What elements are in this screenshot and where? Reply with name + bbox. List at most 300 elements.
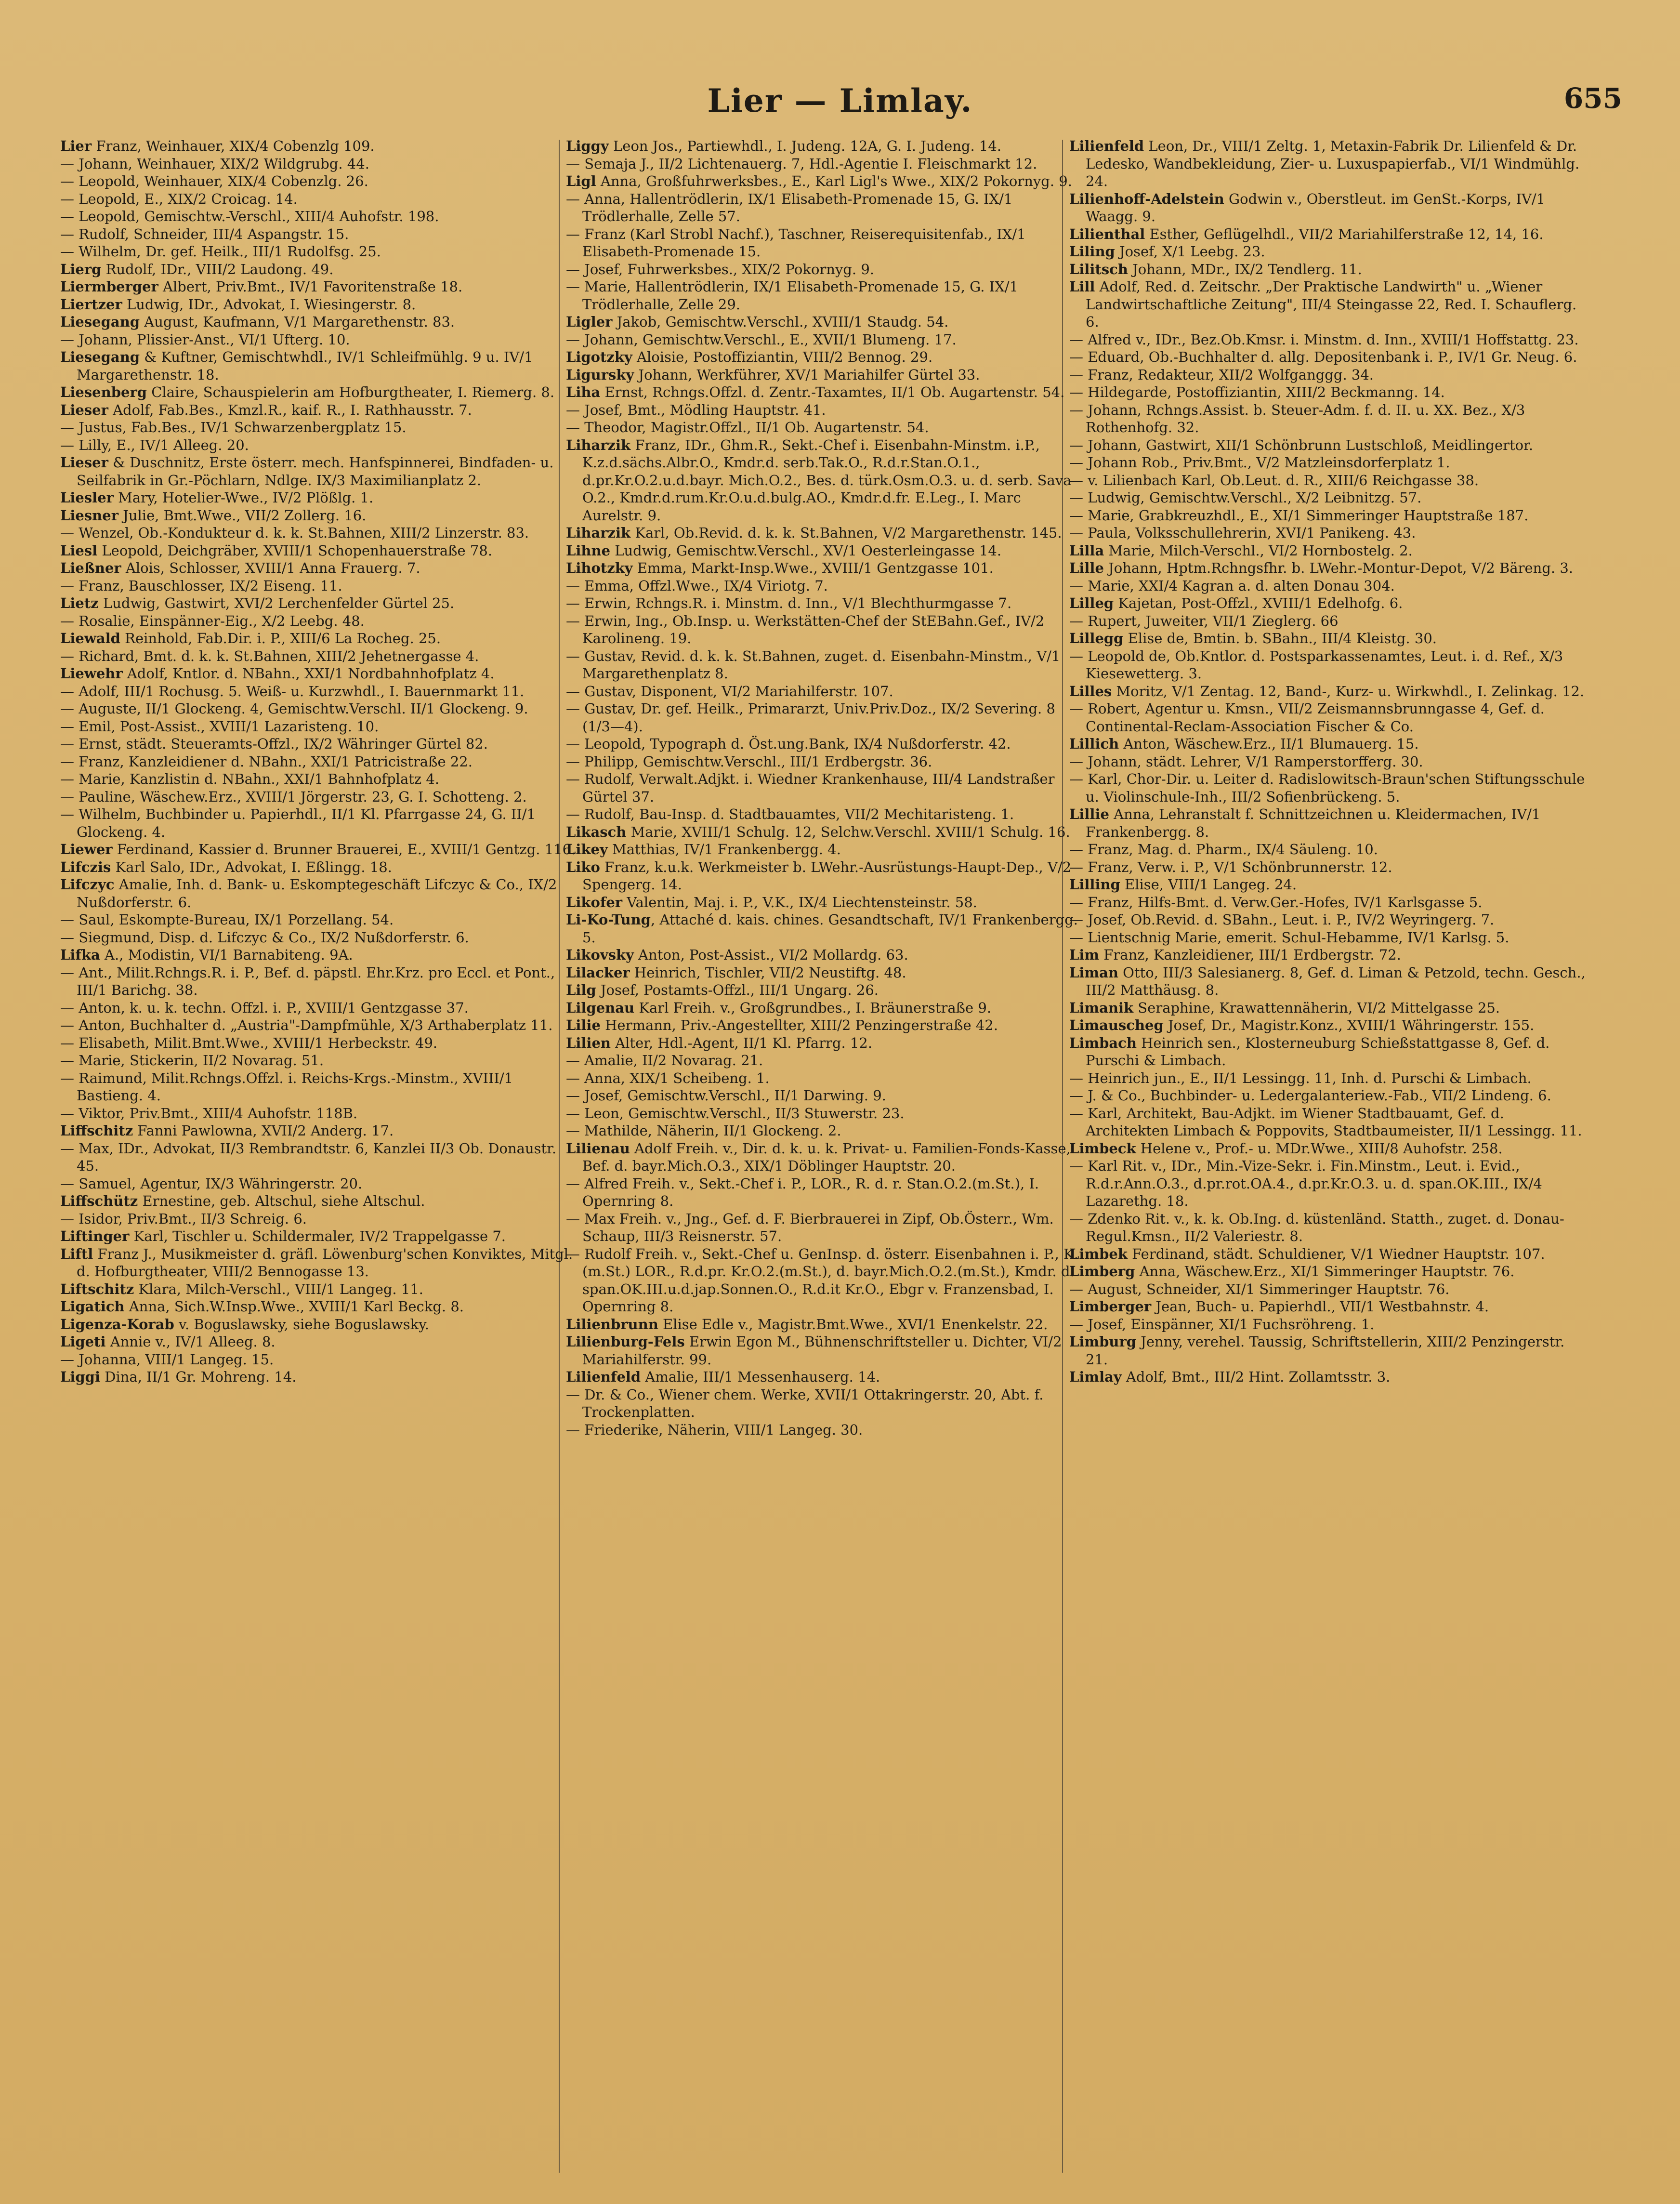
entry-details: Moritz, V/1 Zentag. 12, Band-, Kurz- u. Wirkwhdl., I. Zelinkag. 12.: [1112, 683, 1585, 699]
directory-entry: [1069, 559, 1587, 577]
column-1: [60, 137, 578, 2185]
directory-entry: [60, 331, 578, 349]
directory-entry: [60, 577, 578, 595]
entry-details: — Ant., Milit.Rchngs.R. i. P., Bef. d. päpstl. Ehr.Krz. pro Eccl. et Pont., III/1 Barichg. 38.: [60, 964, 555, 998]
page-title: Lier — Limlay.: [707, 82, 973, 119]
directory-entry: [1069, 1140, 1587, 1158]
entry-details: — Franz, Mag. d. Pharm., IX/4 Säuleng. 10.: [1069, 841, 1378, 858]
entry-details: — Franz, Redakteur, XII/2 Wolfganggg. 34.: [1069, 366, 1374, 383]
directory-entry: [1069, 489, 1587, 507]
directory-entry: [1069, 472, 1587, 489]
directory-entry: [1069, 1016, 1587, 1034]
entry-details: — v. Lilienbach Karl, Ob.Leut. d. R., XIII/6 Reichgasse 38.: [1069, 472, 1479, 488]
entry-details: — Adolf, III/1 Rochusg. 5. Weiß- u. Kurzwhdl., I. Bauernmarkt 11.: [60, 683, 525, 699]
directory-entry: [566, 577, 1084, 595]
directory-entry: [566, 1333, 1084, 1368]
entry-surname: Lilacker: [566, 964, 630, 981]
directory-entry: [566, 700, 1084, 735]
directory-entry: [1069, 1333, 1587, 1368]
entry-details: — Leopold, Gemischtw.-Verschl., XIII/4 Auhofstr. 198.: [60, 208, 439, 224]
directory-entry: [60, 559, 578, 577]
entry-surname: Lifka: [60, 947, 100, 963]
directory-entry: [1069, 383, 1587, 401]
entry-details: — Karl Rit. v., IDr., Min.-Vize-Sekr. i. Fin.Minstm., Leut. i. Evid., R.d.r.Ann.O.3., d.pr.rot.OA.4., d.pr.Kr.O.3. u. d. span.OK.III., IX/4 Lazarethg. 18.: [1069, 1158, 1542, 1209]
entry-details: — Leopold, Typograph d. Öst.ung.Bank, IX/4 Nußdorferstr. 42.: [566, 736, 1011, 752]
entry-details: Franz J., Musikmeister d. gräfl. Löwenburg'schen Konviktes, Mitgl. d. Hofburgtheater, VIII/2 Bennogasse 13.: [77, 1245, 573, 1280]
entry-details: Helene v., Prof.- u. MDr.Wwe., XIII/8 Auhofstr. 258.: [1136, 1140, 1503, 1157]
entry-details: Marie, Milch-Verschl., VI/2 Hornbostelg. 2.: [1104, 542, 1413, 559]
directory-entry: [60, 1016, 578, 1034]
directory-entry: [60, 137, 578, 155]
entry-details: Adolf, Kntlor. d. NBahn., XXI/1 Nordbahnhofplatz 4.: [122, 665, 495, 682]
entry-surname: Liharzik: [566, 436, 631, 453]
entry-surname: Ligenza-Korab: [60, 1316, 174, 1333]
entry-details: — Philipp, Gemischtw.Verschl., III/1 Erdbergstr. 36.: [566, 753, 932, 770]
directory-entry: [1069, 841, 1587, 858]
entry-details: — Ernst, städt. Steueramts-Offzl., IX/2 Währinger Gürtel 82.: [60, 736, 488, 752]
entry-details: — Johann, Rchngs.Assist. b. Steuer-Adm. f. d. II. u. XX. Bez., X/3 Rothenhofg. 32.: [1069, 401, 1525, 436]
directory-entry: [566, 313, 1084, 331]
directory-entry: [1069, 700, 1587, 735]
directory-entry: [60, 753, 578, 771]
directory-entry: [566, 155, 1084, 173]
entry-surname: Lihne: [566, 542, 611, 559]
entry-details: — Pauline, Wäschew.Erz., XVIII/1 Jörgerstr. 23, G. I. Schotteng. 2.: [60, 788, 527, 805]
entry-surname: Lilienfeld: [566, 1369, 641, 1385]
entry-details: — Emma, Offzl.Wwe., IX/4 Viriotg. 7.: [566, 577, 828, 594]
entry-details: — Elisabeth, Milit.Bmt.Wwe., XVIII/1 Herbeckstr. 49.: [60, 1034, 438, 1051]
page-header: [58, 82, 1622, 135]
entry-details: Johann, MDr., IX/2 Tendlerg. 11.: [1128, 261, 1362, 277]
entry-details: — Alfred v., IDr., Bez.Ob.Kmsr. i. Minstm. d. Inn., XVIII/1 Hoffstattg. 23.: [1069, 331, 1579, 348]
directory-entry: [60, 208, 578, 225]
entry-details: — Rudolf, Schneider, III/4 Aspangstr. 15.: [60, 225, 349, 242]
entry-details: Adolf, Red. d. Zeitschr. „Der Praktische Landwirth" u. „Wiener Landwirtschaftliche Zeitung", III/4 Steingasse 22, Red. I. Schauflerg. 6.: [1086, 278, 1577, 330]
directory-entry: [1069, 1210, 1587, 1245]
entry-details: Ludwig, Gemischtw.Verschl., XV/1 Oesterleingasse 14.: [610, 542, 1002, 559]
entry-details: Ernst, Rchngs.Offzl. d. Zentr.-Taxamtes, II/1 Ob. Augartenstr. 54.: [600, 384, 1065, 400]
entry-details: — Johann Rob., Priv.Bmt., V/2 Matzleinsdorferplatz 1.: [1069, 454, 1450, 471]
directory-entry: [1069, 894, 1587, 911]
entry-surname: Li-Ko-Tung: [566, 911, 651, 928]
directory-entry: [1069, 243, 1587, 261]
directory-entry: [60, 296, 578, 314]
entry-details: — Rosalie, Einspänner-Eig., X/2 Leebg. 48.: [60, 612, 365, 629]
entry-details: Marie, XVIII/1 Schulg. 12, Selchw.Verschl. XVIII/1 Schulg. 16.: [626, 823, 1070, 840]
entry-surname: Lill: [1069, 278, 1095, 295]
entry-details: — Marie, Kanzlistin d. NBahn., XXI/1 Bahnhofplatz 4.: [60, 771, 440, 787]
entry-details: Albert, Priv.Bmt., IV/1 Favoritenstraße 18.: [158, 278, 463, 295]
directory-entry: [60, 1227, 578, 1245]
entry-surname: Likovsky: [566, 947, 634, 963]
entry-details: Klara, Milch-Verschl., VIII/1 Langeg. 11.: [134, 1280, 423, 1297]
entry-surname: Liesner: [60, 507, 118, 524]
directory-entry: [566, 1421, 1084, 1439]
entry-details: — Erwin, Rchngs.R. i. Minstm. d. Inn., V/1 Blechthurmgasse 7.: [566, 595, 1012, 611]
directory-entry: [566, 858, 1084, 894]
entry-details: Aloisie, Postoffiziantin, VIII/2 Bennog. 29.: [632, 349, 933, 365]
entry-surname: Lier: [60, 138, 92, 154]
entry-surname: Lilienfeld: [1069, 138, 1144, 154]
entry-details: — Ludwig, Gemischtw.Verschl., X/2 Leibnitzg. 57.: [1069, 489, 1422, 506]
entry-surname: Lillich: [1069, 736, 1119, 752]
entry-details: — Mathilde, Näherin, II/1 Glockeng. 2.: [566, 1122, 841, 1139]
entry-details: — Johann, Gemischtw.Verschl., E., XVII/1 Blumeng. 17.: [566, 331, 957, 348]
directory-entry: [60, 1298, 578, 1316]
directory-entry: [1069, 225, 1587, 243]
entry-details: — Josef, Fuhrwerksbes., XIX/2 Pokornyg. 9.: [566, 261, 874, 277]
entry-details: Esther, Geflügelhdl., VII/2 Mariahilferstraße 12, 14, 16.: [1145, 225, 1544, 242]
entry-details: — Franz, Hilfs-Bmt. d. Verw.Ger.-Hofes, IV/1 Karlsgasse 5.: [1069, 894, 1483, 911]
entry-details: Anna, Wäschew.Erz., XI/1 Simmeringer Hauptstr. 76.: [1135, 1263, 1515, 1280]
entry-details: Karl Freih. v., Großgrundbes., I. Bräunerstraße 9.: [634, 999, 992, 1016]
entry-details: Kajetan, Post-Offzl., XVIII/1 Edelhofg. 6.: [1114, 595, 1403, 611]
entry-details: Adolf Freih. v., Dir. d. k. u. k. Privat- u. Familien-Fonds-Kasse, Bef. d. bayr.Mich.O.3., XIX/1 Döblinger Hauptstr. 20.: [582, 1140, 1071, 1174]
entry-details: Heinrich, Tischler, VII/2 Neustiftg. 48.: [630, 964, 906, 981]
entry-details: — Johann, Gastwirt, XII/1 Schönbrunn Lustschloß, Meidlingertor.: [1069, 436, 1534, 453]
directory-entry: [566, 823, 1084, 841]
entry-details: — Max, IDr., Advokat, II/3 Rembrandtstr. 6, Kanzlei II/3 Ob. Donaustr. 45.: [60, 1140, 557, 1174]
entry-surname: Liftinger: [60, 1228, 130, 1244]
entry-details: Fanni Pawlowna, XVII/2 Anderg. 17.: [133, 1122, 394, 1139]
entry-details: — Karl, Architekt, Bau-Adjkt. im Wiener Stadtbauamt, Gef. d. Architekten Limbach & Poppovits, Stadtbaumeister, II/1 Lessingg. 11.: [1069, 1105, 1582, 1139]
entry-details: — Theodor, Magistr.Offzl., II/1 Ob. Augartenstr. 54.: [566, 419, 929, 436]
directory-entry: [566, 1368, 1084, 1386]
directory-entry: [1069, 1368, 1587, 1386]
entry-details: A., Modistin, VI/1 Barnabiteng. 9A.: [100, 947, 353, 963]
entry-surname: Lihotzky: [566, 560, 633, 576]
entry-details: Ernestine, geb. Altschul, siehe Altschul.: [138, 1193, 425, 1209]
entry-surname: Lilie: [566, 1017, 601, 1033]
entry-details: — Paula, Volksschullehrerin, XVI/1 Panikeng. 43.: [1069, 525, 1416, 541]
directory-entry: [566, 419, 1084, 436]
entry-surname: Liewehr: [60, 665, 123, 682]
directory-entry: [60, 419, 578, 436]
entry-surname: Limbach: [1069, 1034, 1137, 1051]
directory-entry: [566, 735, 1084, 753]
directory-entry: [1069, 278, 1587, 331]
entry-details: — Wenzel, Ob.-Kondukteur d. k. k. St.Bahnen, XIII/2 Linzerstr. 83.: [60, 525, 529, 541]
entry-details: Leon Jos., Partiewhdl., I. Judeng. 12A, G. I. Judeng. 14.: [608, 138, 1002, 154]
directory-entry: [60, 243, 578, 261]
directory-entry: [60, 1316, 578, 1333]
directory-entry: [60, 1280, 578, 1298]
directory-entry: [566, 1386, 1084, 1421]
entry-surname: Lilla: [1069, 542, 1104, 559]
entry-details: Godwin v., Oberstleut. im GenSt.-Korps, IV/1 Waagg. 9.: [1086, 190, 1546, 224]
directory-entry: [1069, 1316, 1587, 1333]
entry-details: Alter, Hdl.-Agent, II/1 Kl. Pfarrg. 12.: [610, 1034, 873, 1051]
directory-entry: [566, 753, 1084, 771]
entry-surname: Lille: [1069, 560, 1104, 576]
entry-surname: Limberg: [1069, 1263, 1135, 1280]
directory-entry: [566, 770, 1084, 805]
directory-entry: [566, 401, 1084, 419]
directory-entry: [566, 1245, 1084, 1316]
entry-details: Anton, Post-Assist., VI/2 Mollardg. 63.: [633, 947, 908, 963]
entry-details: — Amalie, II/2 Novarag. 21.: [566, 1052, 763, 1069]
entry-details: — Rudolf, Bau-Insp. d. Stadtbauamtes, VII/2 Mechitaristeng. 1.: [566, 806, 1014, 822]
entry-surname: Liesegang: [60, 314, 140, 330]
column-2: [566, 137, 1084, 2185]
entry-details: Hermann, Priv.-Angestellter, XIII/2 Penzingerstraße 42.: [600, 1017, 998, 1033]
entry-details: Leon, Dr., VIII/1 Zeltg. 1, Metaxin-Fabrik Dr. Lilienfeld & Dr. Ledesko, Wandbekleidung, Zier- u. Luxuspapierfab., VI/1 Windmühlg. 24.: [1086, 138, 1580, 189]
entry-surname: Liggy: [566, 138, 609, 154]
directory-entry: [566, 1069, 1084, 1087]
entry-surname: Ligl: [566, 173, 596, 189]
directory-entry: [1069, 929, 1587, 947]
entry-details: — Heinrich jun., E., II/1 Lessingg. 11, Inh. d. Purschi & Limbach.: [1069, 1069, 1532, 1086]
directory-entry: [1069, 911, 1587, 929]
directory-entry: [1069, 735, 1587, 753]
entry-surname: Limburg: [1069, 1333, 1137, 1350]
entry-details: Elise, VIII/1 Langeg. 24.: [1120, 876, 1297, 893]
entry-details: — August, Schneider, XI/1 Simmeringer Hauptstr. 76.: [1069, 1280, 1450, 1297]
directory-entry: [1069, 876, 1587, 894]
entry-details: Anna, Lehranstalt f. Schnittzeichnen u. Kleidermachen, IV/1 Frankenbergg. 8.: [1086, 806, 1541, 840]
entry-details: Franz, IDr., Ghm.R., Sekt.-Chef i. Eisenbahn-Minstm. i.P., K.z.d.sächs.Albr.O., Kmdr.d. serb.Tak.O., R.d.r.Stan.O.1., d.pr.Kr.O.2.u.d.bayr. Mich.O.2., Bes. d. türk.Osm.O.3. u. d. serb. Sava-O.2., Kmdr.d.rum.Kr.O.u.d.bulg.AO., Kmdr.d.fr. E.Leg., I. Marc Aurelstr. 9.: [582, 436, 1076, 524]
entry-details: — Hildegarde, Postoffiziantin, XIII/2 Beckmanng. 14.: [1069, 384, 1445, 400]
directory-entry: [1069, 1298, 1587, 1316]
entry-details: Rudolf, IDr., VIII/2 Laudong. 49.: [101, 261, 334, 277]
entry-surname: Lilienau: [566, 1140, 630, 1157]
directory-entry: [60, 454, 578, 489]
directory-entry: [60, 683, 578, 700]
entry-surname: Liftl: [60, 1245, 93, 1262]
entry-surname: Lietz: [60, 595, 99, 611]
entry-details: Reinhold, Fab.Dir. i. P., XIII/6 La Rocheg. 25.: [120, 630, 441, 647]
entry-surname: Likofer: [566, 894, 623, 911]
directory-entry: [566, 612, 1084, 647]
entry-details: — Gustav, Disponent, VI/2 Mariahilferstr. 107.: [566, 683, 893, 699]
entry-details: Mary, Hotelier-Wwe., IV/2 Plößlg. 1.: [113, 489, 374, 506]
directory-entry: [1069, 1157, 1587, 1210]
directory-entry: [60, 700, 578, 718]
entry-details: Ferdinand, städt. Schuldiener, V/1 Wiedner Hauptstr. 107.: [1127, 1245, 1545, 1262]
entry-details: — Samuel, Agentur, IX/3 Währingerstr. 20.: [60, 1175, 363, 1192]
directory-entry: [566, 137, 1084, 155]
entry-details: Alois, Schlosser, XVIII/1 Anna Frauerg. 7.: [121, 560, 420, 576]
entry-surname: Lilien: [566, 1034, 611, 1051]
entry-surname: Lierg: [60, 261, 102, 277]
entry-details: — Richard, Bmt. d. k. k. St.Bahnen, XIII/2 Jehetnergasse 4.: [60, 647, 479, 664]
directory-entry: [1069, 946, 1587, 964]
entry-details: Anna, Großfuhrwerksbes., E., Karl Ligl's Wwe., XIX/2 Pokornyg. 9.: [596, 173, 1072, 189]
directory-entry: [1069, 683, 1587, 700]
directory-entry: [566, 1140, 1084, 1175]
entry-surname: Liesl: [60, 542, 98, 559]
directory-entry: [1069, 1034, 1587, 1069]
entry-details: — J. & Co., Buchbinder- u. Ledergalanteriew.-Fab., VII/2 Lindeng. 6.: [1069, 1087, 1551, 1104]
entry-details: Franz, k.u.k. Werkmeister b. LWehr.-Ausrüstungs-Haupt-Dep., V/2 Spengerg. 14.: [582, 858, 1072, 893]
entry-surname: Liffschütz: [60, 1193, 138, 1209]
directory-entry: [566, 946, 1084, 964]
entry-details: — Eduard, Ob.-Buchhalter d. allg. Depositenbank i. P., IV/1 Gr. Neug. 6.: [1069, 349, 1577, 365]
directory-entry: [1069, 348, 1587, 366]
directory-entry: [60, 172, 578, 190]
entry-details: Seraphine, Krawattennäherin, VI/2 Mittelgasse 25.: [1133, 999, 1500, 1016]
entry-surname: Ligotzky: [566, 349, 632, 365]
entry-details: — Johann, Plissier-Anst., VI/1 Ufterg. 10.: [60, 331, 350, 348]
directory-entry: [60, 1105, 578, 1122]
entry-surname: Lilienhoff-Adelstein: [1069, 190, 1224, 207]
directory-entry: [566, 1034, 1084, 1052]
directory-entry: [1069, 1280, 1587, 1298]
entry-details: Johann, Werkführer, XV/1 Mariahilfer Gürtel 33.: [634, 366, 980, 383]
directory-entry: [60, 1368, 578, 1386]
directory-entry: [1069, 805, 1587, 841]
entry-details: — Erwin, Ing., Ob.Insp. u. Werkstätten-Chef der StEBahn.Gef., IV/2 Karolineng. 19.: [566, 612, 1045, 647]
entry-details: — Franz, Bauschlosser, IX/2 Eiseng. 11.: [60, 577, 342, 594]
entry-surname: Liha: [566, 384, 601, 400]
entry-details: Amalie, III/1 Messenhauserg. 14.: [641, 1369, 880, 1385]
directory-entry: [566, 190, 1084, 225]
entry-details: Anton, Wäschew.Erz., II/1 Blumauerg. 15.: [1119, 736, 1419, 752]
directory-entry: [566, 981, 1084, 999]
directory-entry: [566, 999, 1084, 1017]
directory-entry: [60, 805, 578, 841]
entry-surname: Liftschitz: [60, 1280, 134, 1297]
directory-entry: [566, 1210, 1084, 1245]
entry-surname: Limanik: [1069, 999, 1134, 1016]
entry-surname: Likasch: [566, 823, 627, 840]
entry-details: — Rupert, Juweiter, VII/1 Zieglerg. 66: [1069, 612, 1339, 629]
entry-details: — Franz (Karl Strobl Nachf.), Taschner, Reiserequisitenfab., IX/1 Elisabeth-Promenade 15.: [566, 225, 1026, 260]
entry-surname: Lilgenau: [566, 999, 635, 1016]
entry-surname: Lilg: [566, 982, 596, 998]
entry-details: — Max Freih. v., Jng., Gef. d. F. Bierbrauerei in Zipf, Ob.Österr., Wm. Schaup, III/3 Reisnerstr. 57.: [566, 1210, 1054, 1244]
directory-entry: [1069, 524, 1587, 542]
directory-entry: [1069, 1087, 1587, 1105]
directory-entry: [1069, 577, 1587, 595]
directory-entry: [1069, 261, 1587, 278]
entry-details: Julie, Bmt.Wwe., VII/2 Zollerg. 16.: [118, 507, 367, 524]
entry-surname: Liewer: [60, 841, 113, 858]
entry-surname: Liermberger: [60, 278, 158, 295]
entry-details: — Alfred Freih. v., Sekt.-Chef i. P., LOR., R. d. r. Stan.O.2.(m.St.), I. Opernring 8.: [566, 1175, 1039, 1209]
entry-details: v. Boguslawsky, siehe Boguslawsky.: [174, 1316, 429, 1333]
directory-entry: [1069, 507, 1587, 525]
entry-surname: Ligatich: [60, 1298, 125, 1315]
directory-entry: [60, 665, 578, 683]
entry-details: — Rudolf, Verwalt.Adjkt. i. Wiedner Krankenhause, III/4 Landstraßer Gürtel 37.: [566, 771, 1055, 805]
entry-surname: Limbek: [1069, 1245, 1128, 1262]
entry-surname: Lieser: [60, 454, 108, 471]
entry-surname: Liewald: [60, 630, 120, 647]
directory-entry: [1069, 137, 1587, 190]
entry-details: — Emil, Post-Assist., XVIII/1 Lazaristeng. 10.: [60, 718, 379, 735]
entry-details: Elise de, Bmtin. b. SBahn., III/4 Kleistg. 30.: [1123, 630, 1437, 647]
directory-entry: [60, 383, 578, 401]
entry-surname: Lilitsch: [1069, 261, 1128, 277]
directory-entry: [566, 1052, 1084, 1069]
entry-surname: Lifczis: [60, 858, 111, 875]
entry-details: — Wilhelm, Buchbinder u. Papierhdl., II/1 Kl. Pfarrgasse 24, G. II/1 Glockeng. 4.: [60, 806, 536, 840]
directory-entry: [60, 1069, 578, 1105]
directory-entry: [566, 542, 1084, 560]
entry-details: — Robert, Agentur u. Kmsn., VII/2 Zeismannsbrunngasse 4, Gef. d. Continental-Reclam-Association Fischer & Co.: [1069, 700, 1545, 735]
entry-details: — Lientschnig Marie, emerit. Schul-Hebamme, IV/1 Karlsg. 5.: [1069, 929, 1509, 946]
entry-surname: Liffschitz: [60, 1122, 133, 1139]
entry-details: — Justus, Fab.Bes., IV/1 Schwarzenbergplatz 15.: [60, 419, 407, 436]
entry-details: — Isidor, Priv.Bmt., II/3 Schreig. 6.: [60, 1210, 307, 1227]
directory-entry: [566, 1175, 1084, 1210]
entry-details: Franz, Weinhauer, XIX/4 Cobenzlg 109.: [92, 138, 375, 154]
entry-surname: Lilling: [1069, 876, 1120, 893]
directory-entry: [1069, 647, 1587, 683]
entry-details: — Leopold de, Ob.Kntlor. d. Postsparkassenamtes, Leut. i. d. Ref., X/3 Kiesewetterg. 3.: [1069, 647, 1563, 682]
entry-details: — Lilly, E., IV/1 Alleeg. 20.: [60, 436, 249, 453]
directory-entry: [566, 1316, 1084, 1333]
entry-details: — Marie, Grabkreuzhdl., E., XI/1 Simmeringer Hauptstraße 187.: [1069, 507, 1529, 524]
directory-entry: [1069, 401, 1587, 436]
entry-details: — Marie, Stickerin, II/2 Novarag. 51.: [60, 1052, 324, 1069]
directory-entry: [1069, 1069, 1587, 1087]
entry-surname: Lieser: [60, 401, 108, 418]
directory-entry: [60, 524, 578, 542]
directory-entry: [60, 507, 578, 525]
directory-entry: [60, 841, 578, 858]
directory-entry: [566, 278, 1084, 313]
entry-details: Karl, Tischler u. Schildermaler, IV/2 Trappelgasse 7.: [129, 1228, 506, 1244]
directory-entry: [60, 155, 578, 173]
entry-surname: Lillegg: [1069, 630, 1124, 647]
directory-entry: [60, 401, 578, 419]
directory-entry: [60, 964, 578, 999]
directory-entry: [60, 718, 578, 736]
entry-details: Karl, Ob.Revid. d. k. k. St.Bahnen, V/2 Margarethenstr. 145.: [630, 525, 1062, 541]
directory-entry: [60, 190, 578, 208]
entry-details: Erwin Egon M., Bühnenschriftsteller u. Dichter, VI/2 Mariahilferstr. 99.: [582, 1333, 1062, 1368]
directory-entry: [566, 647, 1084, 683]
directory-entry: [1069, 630, 1587, 647]
directory-entry: [1069, 1105, 1587, 1140]
entry-surname: Lifczyc: [60, 876, 115, 893]
directory-entry: [60, 929, 578, 947]
entry-details: — Josef, Ob.Revid. d. SBahn., Leut. i. P., IV/2 Weyringerg. 7.: [1069, 911, 1495, 928]
entry-details: Jean, Buch- u. Papierhdl., VII/1 Westbahnstr. 4.: [1151, 1298, 1489, 1315]
directory-entry: [566, 348, 1084, 366]
entry-surname: Likey: [566, 841, 608, 858]
entry-details: — Gustav, Dr. gef. Heilk., Primararzt, Univ.Priv.Doz., IX/2 Severing. 8 (1/3—4).: [566, 700, 1055, 735]
directory-entry: [60, 1351, 578, 1369]
directory-entry: [1069, 190, 1587, 225]
entry-details: — Anton, Buchhalter d. „Austria"-Dampfmühle, X/3 Arthaberplatz 11.: [60, 1017, 553, 1033]
directory-entry: [566, 1016, 1084, 1034]
entry-details: — Anton, k. u. k. techn. Offzl. i. P., XVIII/1 Gentzgasse 37.: [60, 999, 469, 1016]
entry-details: — Raimund, Milit.Rchngs.Offzl. i. Reichs-Krgs.-Minstm., XVIII/1 Bastieng. 4.: [60, 1069, 513, 1104]
entry-surname: Liggi: [60, 1369, 100, 1385]
directory-entry: [566, 331, 1084, 349]
directory-entry: [1069, 999, 1587, 1017]
entry-details: — Saul, Eskompte-Bureau, IX/1 Porzellang. 54.: [60, 911, 394, 928]
entry-details: Anna, Sich.W.Insp.Wwe., XVIII/1 Karl Beckg. 8.: [124, 1298, 464, 1315]
entry-details: & Kuftner, Gemischtwhdl., IV/1 Schleifmühlg. 9 u. IV/1 Margarethenstr. 18.: [77, 349, 533, 383]
entry-surname: Limberger: [1069, 1298, 1152, 1315]
entry-surname: Limauscheg: [1069, 1017, 1164, 1033]
entry-details: Adolf, Bmt., III/2 Hint. Zollamtsstr. 3.: [1121, 1369, 1391, 1385]
entry-details: Claire, Schauspielerin am Hofburgtheater, I. Riemerg. 8.: [147, 384, 555, 400]
directory-entry: [60, 788, 578, 806]
directory-entry: [60, 261, 578, 278]
directory-entry: [60, 612, 578, 630]
entry-surname: Liman: [1069, 964, 1118, 981]
directory-entry: [1069, 436, 1587, 454]
directory-entry: [60, 1192, 578, 1210]
directory-entry: [60, 1052, 578, 1069]
entry-details: Johann, Hptm.Rchngsfhr. b. LWehr.-Montur-Depot, V/2 Bäreng. 3.: [1103, 560, 1574, 576]
entry-surname: Ligler: [566, 314, 613, 330]
